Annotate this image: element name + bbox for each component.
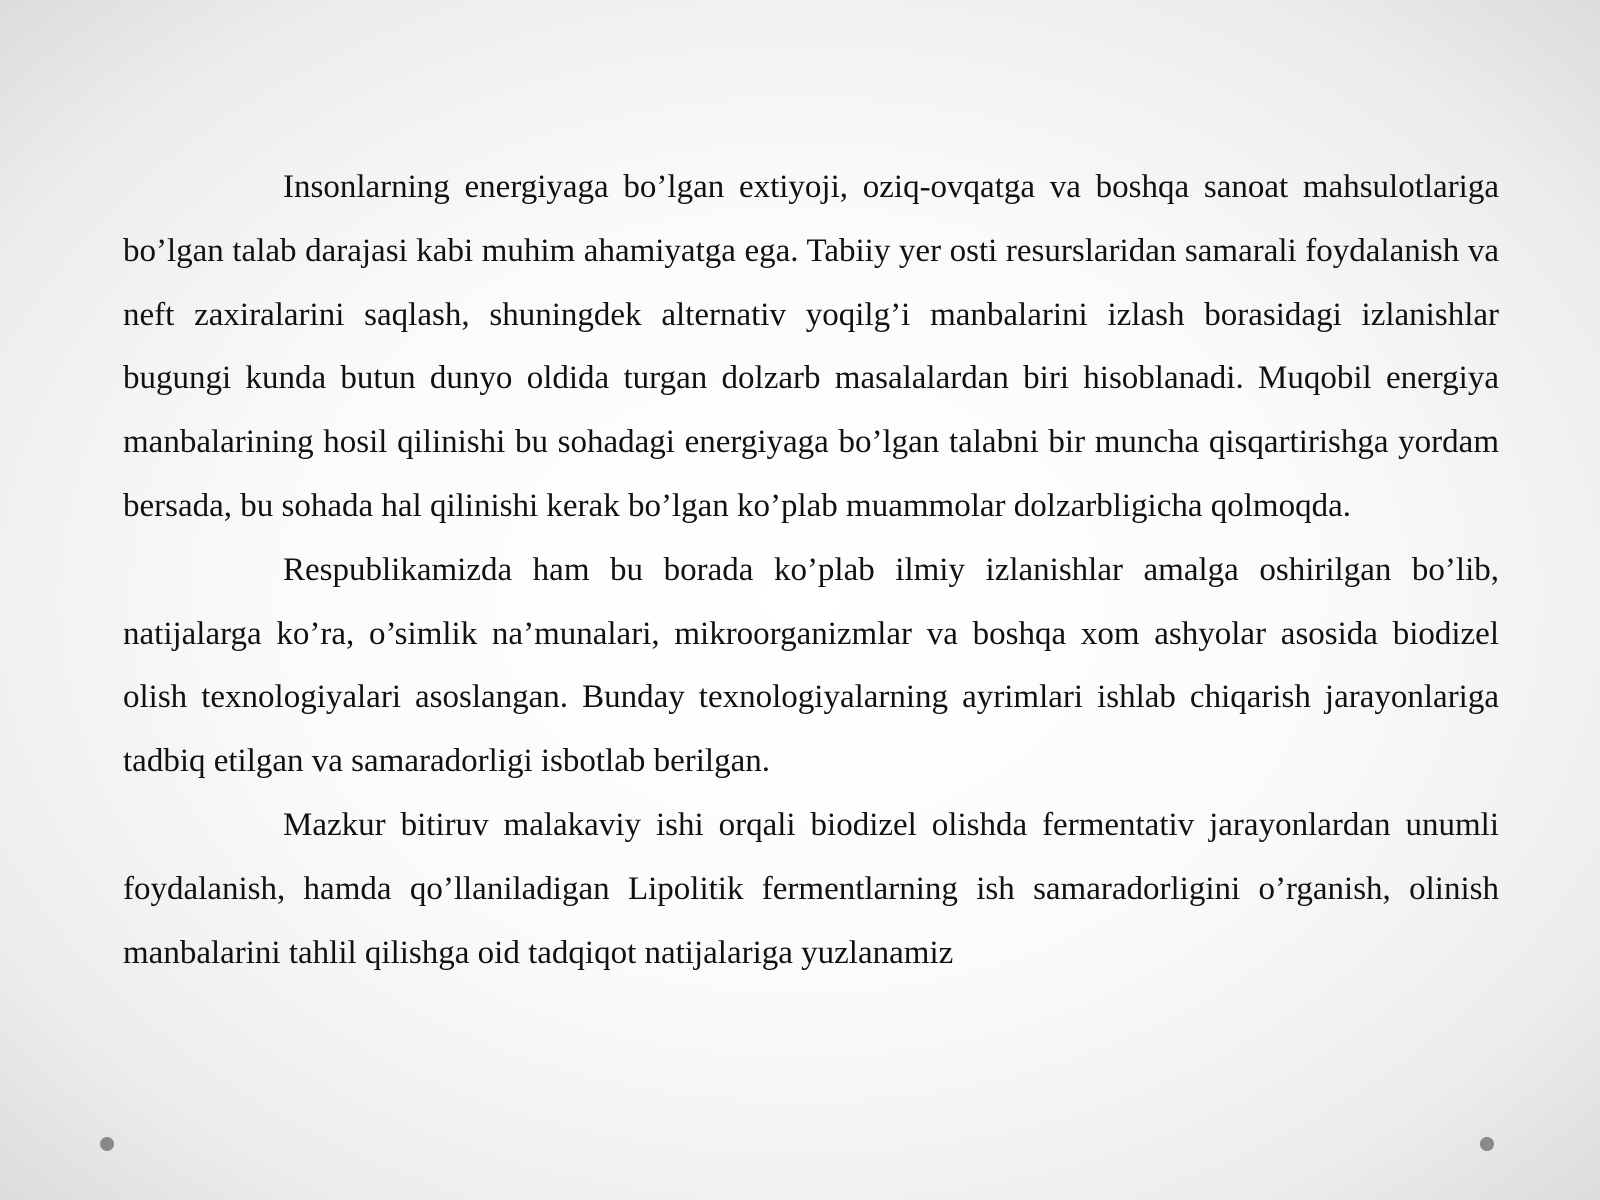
decorative-dot-right (1480, 1137, 1494, 1151)
slide-text-body (123, 156, 1499, 985)
paragraph-energy-demand: Insonlarning energiyaga bo’lgan extiyoji, oziq-ovqatga va boshqa sanoat mahsulotlariga bo’lgan talab darajasi kabi muhim ahamiyatga ega. Tabiiy yer osti resurslaridan samarali foydalanish va neft zaxiralarini saqlash, shuningdek alternativ yoqilg’i manbalarini izlash borasidagi izlanishlar bugungi kunda butun dunyo oldida turgan dolzarb masalalardan biri hisoblanadi. Muqobil energiya manbalarining hosil qilinishi bu sohadagi energiyaga bo’lgan talabni bir muncha qisqartirishga yordam bersada, bu sohada hal qilinishi kerak bo’lgan ko’plab muammolar dolzarbligicha qolmoqda. (123, 169, 1499, 524)
paragraph-thesis-aim: Mazkur bitiruv malakaviy ishi orqali biodizel olishda fermentativ jarayonlardan unumli foydalanish, hamda qo’llaniladigan Lipolitik fermentlarning ish samaradorligini o’rganish, olinish manbalarini tahlil qilishga oid tadqiqot natijalariga yuzlanamiz (123, 806, 1499, 971)
decorative-dot-left (100, 1137, 114, 1151)
paragraph-republic-research: Respublikamizda ham bu borada ko’plab ilmiy izlanishlar amalga oshirilgan bo’lib, natijalarga ko’ra, o’simlik na’munalari, mikroorganizmlar va boshqa xom ashyolar asosida biodizel olish texnologiyalari asoslangan. Bunday texnologiyalarning ayrimlari ishlab chiqarish jarayonlariga tadbiq etilgan va samaradorligi isbotlab berilgan. (123, 551, 1499, 780)
